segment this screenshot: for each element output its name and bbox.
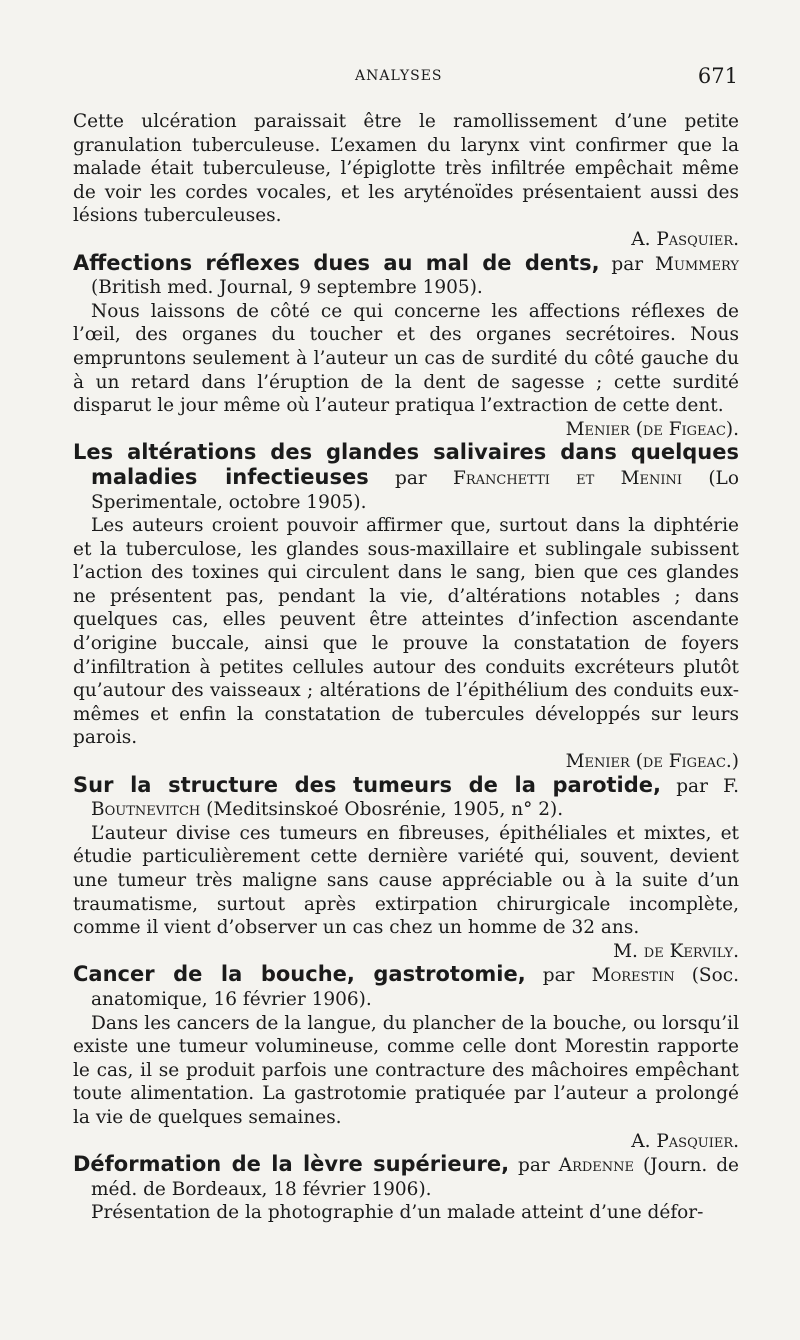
article-title: Sur la structure des tumeurs de la parotide,: [73, 772, 661, 797]
article-author: F. Boutnevitch: [91, 775, 739, 821]
article-author: Morestin: [591, 965, 675, 987]
article-author: Mummery: [655, 253, 739, 275]
article-heading: [73, 774, 739, 822]
abstract-body: Cette ulcération paraissait être le ramollissement d’une petite granulation tuberculeuse. L’examen du larynx vint confirmer que la malade était tuberculeuse, l’épiglotte très infiltrée empêchait même de voir les cordes vocales, et les aryténoïdes présentaient aussi des lésions tuberculeuses.: [73, 111, 739, 227]
abstract-body: Nous laissons de côté ce qui concerne les affections réflexes de l’œil, des organes du toucher et des organes secrétoires. Nous empruntons seulement à l’auteur un cas de surdité du côté gauche du à un retard dans l’éruption de la dent de sagesse ; cette surdité disparut le jour même où l’auteur pratiqua l’extraction de cette dent.: [73, 300, 739, 417]
article-source: (Meditsinskoé Obosrénie, 1905, n° 2).: [206, 799, 564, 821]
article-heading: [73, 963, 739, 1011]
abstract-signature: Menier (de Figeac).: [565, 418, 739, 440]
abstract-signature: Menier (de Figeac.): [565, 751, 739, 773]
article-heading: [73, 1153, 739, 1201]
article-author: Ardenne: [558, 1155, 635, 1177]
article-byline: par: [368, 467, 454, 489]
abstract-body: L’auteur divise ces tumeurs en fibreuses, épithéliales et mixtes, et étudie particulièrement cette dernière variété qui, souvent, devient une tumeur très maligne sans cause appréciable ou à la suite d’un traumatisme, surtout après extirpation chirurgicale incomplète, comme il vient d’observer un cas chez un homme de 32 ans.: [73, 822, 739, 939]
article-source: (Journ. de méd. de Bordeaux, 18 février 1906).: [91, 1155, 739, 1200]
article-title: Cancer de la bouche, gastrotomie,: [73, 962, 526, 987]
article-source: (Lo Sperimentale, octobre 1905).: [91, 467, 739, 513]
article-source: (Soc. anatomique, 16 février 1906).: [91, 965, 739, 1010]
article-byline: par: [525, 965, 592, 987]
article-source: (British med. Journal, 9 septembre 1905).: [91, 277, 483, 299]
text-column: [73, 110, 739, 1225]
running-head: [0, 64, 800, 94]
article-title: Déformation de la lèvre supérieure,: [73, 1152, 510, 1177]
article-heading: [73, 441, 739, 514]
abstract-signature: A. Pasquier.: [631, 1130, 739, 1152]
abstract-body: Présentation de la photographie d’un malade atteint d’une défor-: [91, 1202, 704, 1224]
article-title: Les altérations des glandes salivaires dans quelques maladies infectieuses: [73, 440, 739, 489]
article-byline: par: [509, 1155, 559, 1177]
page-number: 671: [697, 64, 738, 88]
abstract-signature: A. Pasquier.: [631, 228, 739, 250]
abstract-signature: M. de Kervily.: [613, 940, 739, 962]
article-byline: par: [599, 253, 656, 275]
article-byline: par: [661, 775, 724, 797]
running-title: ANALYSES: [355, 68, 443, 84]
article-title: Affections réflexes dues au mal de dents,: [73, 250, 600, 275]
article-author: Franchetti et Menini: [453, 467, 683, 489]
article-heading: [73, 252, 739, 300]
abstract-body: Dans les cancers de la langue, du plancher de la bouche, ou lorsqu’il existe une tumeur volumineuse, comme celle dont Morestin rapporte le cas, il se produit parfois une contracture des mâchoires empêchant toute alimentation. La gastrotomie pratiquée par l’auteur a prolongé la vie de quelques semaines.: [73, 1012, 739, 1128]
abstract-body: Les auteurs croient pouvoir affirmer que, surtout dans la diphtérie et la tuberculose, les glandes sous-maxillaire et sublingale subissent l’action des toxines qui circulent dans le sang, bien que ces glandes ne présentent pas, pendant la vie, d’altérations notables ; dans quelques cas, elles peuvent être atteintes d’infection ascendante d’origine buccale, ainsi que le prouve la constatation de foyers d’infiltration à petites cellules autour des conduits excréteurs plutôt qu’autour des vaisseaux ; altérations de l’épithélium des conduits eux-mêmes et enfin la constatation de tubercules développés sur leurs parois.: [73, 515, 739, 749]
